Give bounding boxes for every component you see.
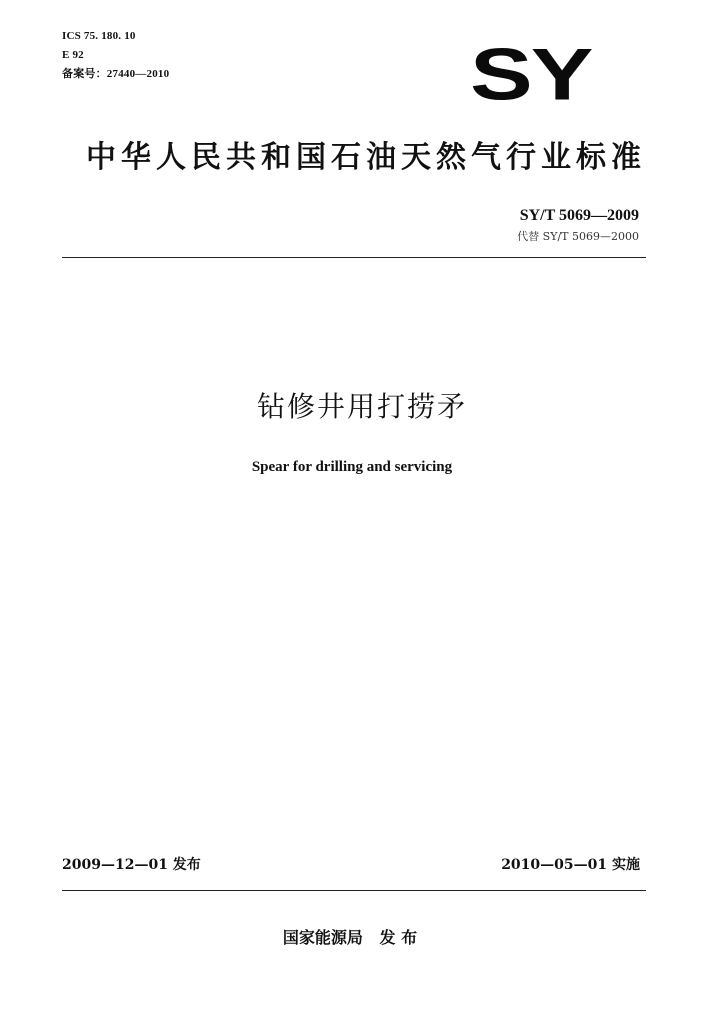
issue-date: 2009—12—01 发布 [62,857,201,873]
standard-number: SY/T 5069—2009 [519,207,639,224]
ics-code: ICS 75. 180. 10 [62,30,136,42]
publisher-line: 国家能源局 发 布 [282,928,418,947]
standard-series-title: 中华人民共和国石油天然气行业标准 [86,140,646,175]
replaces-standard: 代替 SY/T 5069—2000 [517,230,639,243]
document-title-english: Spear for drilling and servicing [251,459,453,475]
top-divider [62,257,646,258]
document-title-chinese: 钻修井用打捞矛 [256,390,467,423]
implementation-date: 2010—05—01 实施 [501,857,640,873]
bottom-divider [62,890,646,891]
classification-code: E 92 [62,49,84,61]
sy-logo: SY [470,33,592,116]
filing-number: 备案号：27440—2010 [62,68,170,80]
